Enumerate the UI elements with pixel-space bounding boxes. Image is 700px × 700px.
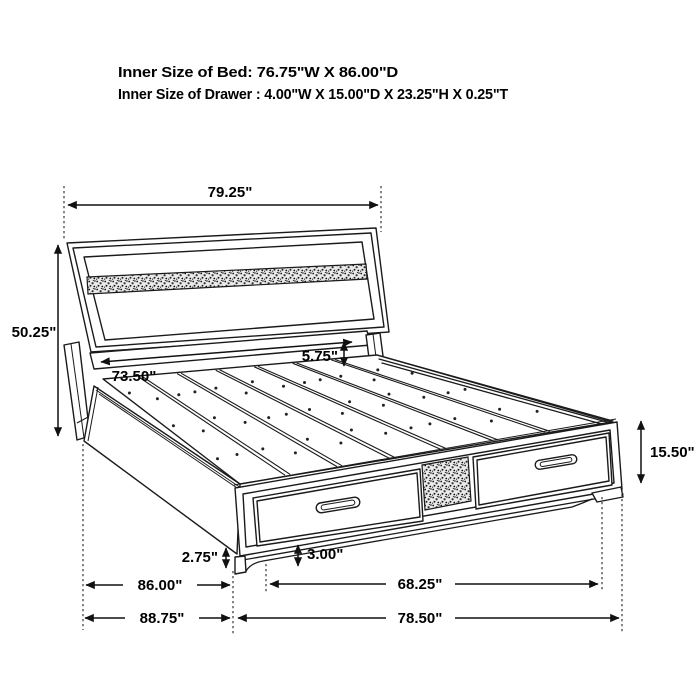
screw-dot [341,412,344,415]
dim-overall-depth [85,610,230,627]
screw-dot [339,442,342,445]
headboard-right-post [366,333,383,358]
footboard-sparkle-panel [422,457,471,510]
dim-rail-top-height-label: 5.75" [301,348,338,365]
screw-dot [213,416,216,419]
header-inner-drawer-size: Inner Size of Drawer : 4.00"W X 15.00"D X 23.25"H X 0.25"T [118,86,509,103]
dim-drawer-floor-clearance-label: 3.00" [307,546,344,563]
screw-dot [282,385,285,388]
header-inner-bed-size: Inner Size of Bed: 76.75"W X 86.00"D [118,64,399,81]
screw-dot [464,388,467,391]
screw-dot [350,429,353,432]
screw-dot [285,413,288,416]
screw-dot [388,393,391,396]
screw-dot [453,417,456,420]
screw-dot [373,378,376,381]
screw-dot [267,416,270,419]
footboard-left-leg [235,556,246,574]
dim-footboard-inner-span-label: 68.25" [397,576,443,593]
screw-dot [376,368,379,371]
screw-dot [236,453,239,456]
screw-dot [251,380,254,383]
screw-dot [244,421,247,424]
screw-dot [447,391,450,394]
dim-footboard-inner-span [270,576,598,593]
screw-dot [303,381,306,384]
dim-footboard-height-label: 15.50" [650,444,695,461]
screw-dot [319,378,322,381]
screw-dot [498,408,501,411]
screw-dot [177,393,180,396]
dim-rail-floor-clearance-label: 2.75" [181,549,218,566]
screw-dot [261,447,264,450]
screw-dot [490,420,493,423]
screw-dot [156,397,159,400]
dim-footboard-width-label: 78.50" [397,610,443,627]
screw-dot [308,408,311,411]
screw-dot [216,457,219,460]
dim-headboard-width-label: 79.25" [207,184,253,201]
screw-dot [428,422,431,425]
screw-dot [348,400,351,403]
screw-dot [245,392,248,395]
dim-rail-floor-clearance [182,548,226,568]
dim-headboard-height [12,245,58,436]
screw-dot [339,375,342,378]
dim-footboard-height [641,421,695,483]
screw-dot [384,432,387,435]
screw-dot [214,387,217,390]
dim-inner-slat-width-label: 73.50" [111,368,157,385]
dim-overall-depth-label: 88.75" [139,610,185,627]
dim-side-rail-length-label: 86.00" [137,577,183,594]
screw-dot [202,429,205,432]
screw-dot [422,396,425,399]
screw-dot [382,404,385,407]
dim-side-rail-length [86,577,230,594]
headboard-left-leg [64,342,90,440]
screw-dot [128,392,131,395]
dim-drawer-floor-clearance [298,545,343,566]
dim-footboard-width [238,610,619,627]
dim-headboard-height-label: 50.25" [11,324,57,341]
screw-dot [193,390,196,393]
screw-dot [536,410,539,413]
screw-dot [306,438,309,441]
screw-dot [410,426,413,429]
screw-dot [172,424,175,427]
screw-dot [294,451,297,454]
